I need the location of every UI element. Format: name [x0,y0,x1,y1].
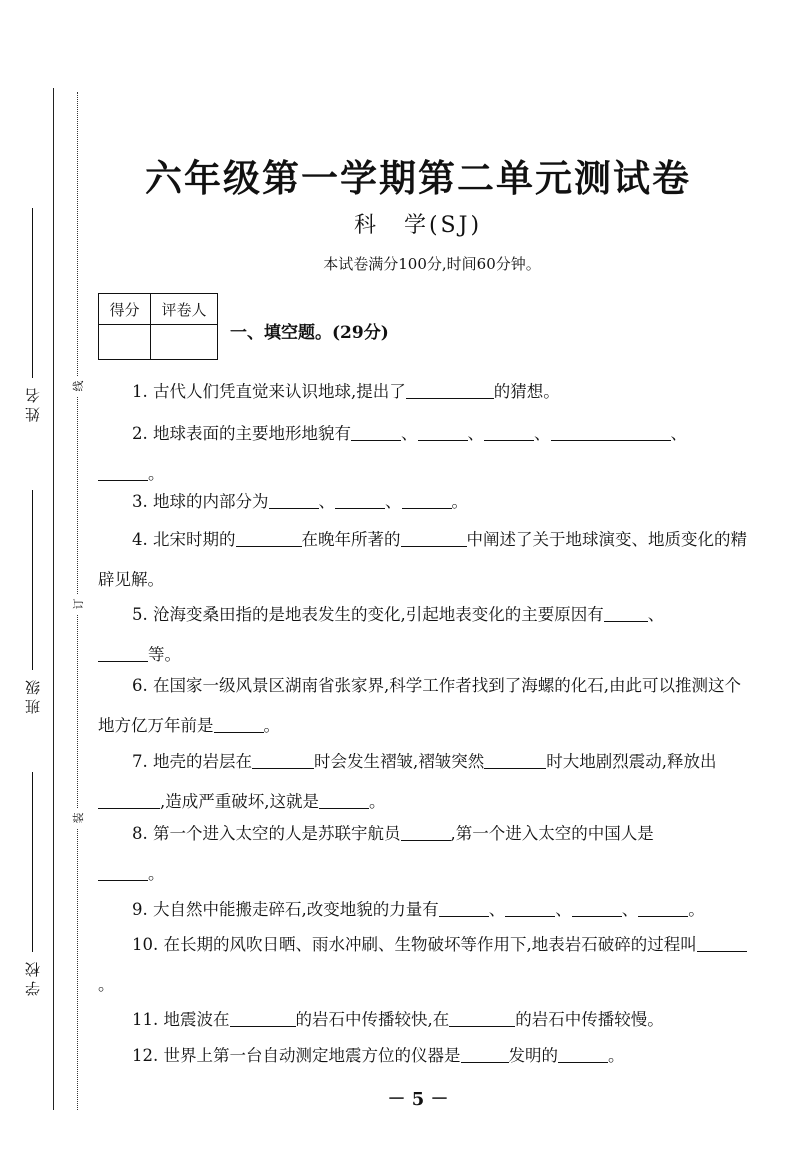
question-text: 、 [647,605,665,624]
answer-blank[interactable] [505,898,555,917]
question-9: 9. 大自然中能搬走碎石,改变地貌的力量有 、 、 、 。 [132,900,705,919]
question-text: 。 [148,464,165,483]
answer-blank[interactable] [484,750,546,769]
answer-blank[interactable] [98,643,148,662]
question-number: 9 [132,900,143,919]
question-text: 世界上第一台自动测定地震方位的仪器是 [163,1046,461,1065]
answer-blank[interactable] [98,862,148,881]
question-number: 5 [132,605,143,624]
question-number: 7 [132,752,143,771]
school-label: 学校 [23,958,42,996]
question-number: 8 [132,824,143,843]
question-4: 4. 北宋时期的 在晚年所著的 中阐述了关于地球演变、地质变化的精辟见解。 [98,530,747,589]
question-text: 的岩石中传播较慢。 [515,1010,664,1029]
question-1: 1. 古代人们凭直觉来认识地球,提出了 的猜想。 [132,382,560,401]
answer-blank[interactable] [401,528,467,547]
answer-blank[interactable] [214,714,264,733]
question-text: 、 [467,424,484,443]
answer-blank[interactable] [335,490,385,509]
answer-blank[interactable] [439,898,489,917]
question-text: 地震波在 [163,1010,230,1029]
school-field[interactable] [18,772,46,996]
question-text: 在晚年所著的 [301,530,401,549]
question-text: 。 [688,900,705,919]
question-text: 地壳的岩层在 [153,752,252,771]
question-11: 11. 地震波在 的岩石中传播较快,在 的岩石中传播较慢。 [132,1010,664,1029]
answer-blank[interactable] [230,1008,296,1027]
question-text: 、 [385,492,402,511]
question-number: 3 [132,492,143,511]
question-2: 2. 地球表面的主要地形地貌有 、 、 、 、 。 [98,414,750,494]
question-text: 。 [451,492,468,511]
question-number: 12 [132,1046,153,1065]
question-text: 、 [534,424,551,443]
subject-title: 科 学(SJ) [353,213,483,238]
question-text: 沧海变桑田指的是地表发生的变化,引起地表变化的主要原因有 [153,605,604,624]
question-text: 发明的 [508,1046,558,1065]
question-text: ,第一个进入太空的中国人是 [450,824,654,843]
question-7: 7. 地壳的岩层在 时会发生褶皱,褶皱突然 时大地剧烈震动,释放出,造成严重破坏,这就是 。 [98,742,750,822]
bind-char-bind: 订 [70,594,86,614]
page-title: 六年级第一学期第二单元测试卷 [145,156,691,200]
answer-blank[interactable] [402,490,452,509]
answer-blank[interactable] [604,603,648,622]
question-text: 地球表面的主要地形地貌有 [153,424,351,443]
answer-blank[interactable] [551,422,671,441]
class-field[interactable] [18,490,46,714]
answer-blank[interactable] [572,898,622,917]
school-field-line[interactable] [32,772,33,952]
answer-blank[interactable] [418,422,468,441]
answer-blank[interactable] [558,1044,608,1063]
grader-cell[interactable] [151,325,218,360]
page-number: － 5 － [387,1089,449,1110]
question-text: 、 [555,900,572,919]
question-text: 、 [318,492,335,511]
grader-header: 评卷人 [151,294,218,325]
question-10: 10. 在长期的风吹日晒、雨水冲刷、生物破坏等作用下,地表岩石破碎的过程叫。 [98,925,750,1005]
answer-blank[interactable] [319,790,369,809]
question-text: 、 [621,900,639,919]
section-title: 一、填空题。(29分) [230,323,389,343]
answer-blank[interactable] [638,898,688,917]
question-text: 。 [369,792,386,811]
question-text: 的猜想。 [493,382,560,401]
question-text: ,造成严重破坏,这就是 [160,792,319,811]
question-text: 。 [608,1046,625,1065]
exam-note: 本试卷满分100分,时间60分钟。 [323,255,541,273]
question-text: 、 [670,424,687,443]
question-8: 8. 第一个进入太空的人是苏联宇航员 ,第一个进入太空的中国人是 。 [98,814,750,894]
binding-margin-line [53,88,54,1110]
score-cell[interactable] [99,325,151,360]
answer-blank[interactable] [406,380,494,399]
question-text: 中阐述了关于地球演变、地质变化的精辟见解。 [98,530,747,589]
question-12: 12. 世界上第一台自动测定地震方位的仪器是 发明的 。 [132,1046,625,1065]
question-text: 古代人们凭直觉来认识地球,提出了 [153,382,406,401]
answer-blank[interactable] [236,528,302,547]
answer-blank[interactable] [269,490,319,509]
question-text: 。 [148,864,165,883]
question-6: 6. 在国家一级风景区湖南省张家界,科学工作者找到了海螺的化石,由此可以推测这个地方亿万年前是 。 [98,676,741,735]
answer-blank[interactable] [351,422,401,441]
bind-char-line: 线 [70,376,86,396]
bind-char-seal: 装 [70,808,86,828]
question-text: 时会发生褶皱,褶皱突然 [314,752,485,771]
name-label: 姓名 [23,384,42,422]
score-header: 得分 [99,294,151,325]
question-text: 的岩石中传播较快,在 [295,1010,450,1029]
question-text: 在长期的风吹日晒、雨水冲刷、生物破坏等作用下,地表岩石破碎的过程叫 [163,935,697,954]
question-number: 10 [132,935,153,954]
question-3: 3. 地球的内部分为 、 、 。 [132,492,468,511]
name-field[interactable] [18,208,46,422]
class-label: 班级 [23,676,42,714]
answer-blank[interactable] [252,750,314,769]
question-text: 时大地剧烈震动,释放出 [546,752,717,771]
question-text: 第一个进入太空的人是苏联宇航员 [153,824,401,843]
question-5: 5. 沧海变桑田指的是地表发生的变化,引起地表变化的主要原因有 、 等。 [98,595,750,675]
answer-blank[interactable] [98,790,160,809]
answer-blank[interactable] [98,462,148,481]
question-text: 、 [401,424,418,443]
score-table [98,293,218,360]
answer-blank[interactable] [461,1044,509,1063]
answer-blank[interactable] [401,822,451,841]
question-number: 2 [132,424,143,443]
question-text: 地球的内部分为 [153,492,269,511]
question-number: 1 [132,382,143,401]
question-text: 、 [488,900,506,919]
question-text: 。 [263,716,280,735]
question-number: 11 [132,1010,153,1029]
question-text: 等。 [148,645,181,664]
question-number: 4 [132,530,143,549]
answer-blank[interactable] [697,933,747,952]
question-number: 6 [132,676,143,695]
class-field-line[interactable] [32,490,33,670]
question-text: 北宋时期的 [153,530,236,549]
answer-blank[interactable] [449,1008,515,1027]
question-text: 。 [98,975,115,994]
question-text: 在国家一级风景区湖南省张家界,科学工作者找到了海螺的化石,由此可以推测这个地方亿万年前是 [98,676,741,735]
question-text: 大自然中能搬走碎石,改变地貌的力量有 [153,900,439,919]
answer-blank[interactable] [484,422,534,441]
